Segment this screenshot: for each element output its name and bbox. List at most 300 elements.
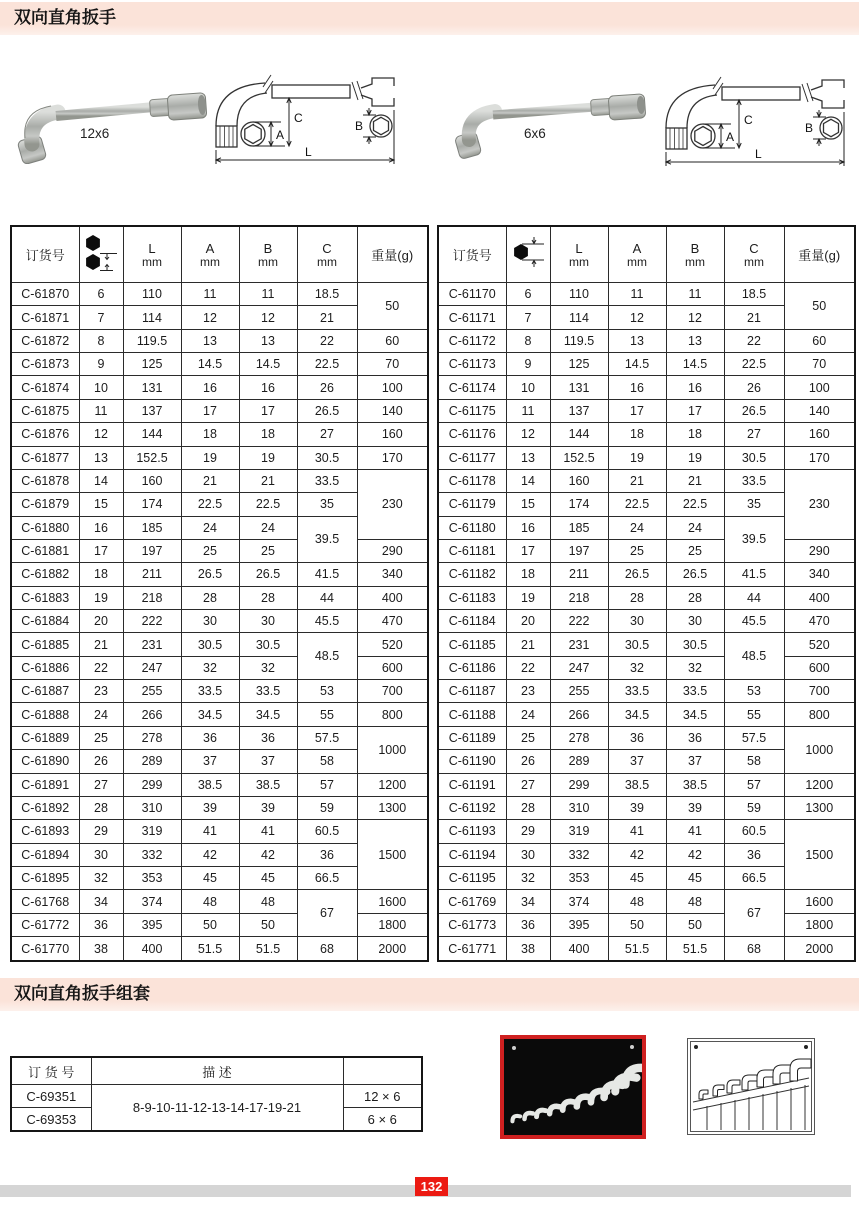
cell-L: 185 <box>550 516 608 539</box>
cell-B: 24 <box>239 516 297 539</box>
cell-hex-size: 26 <box>79 750 123 773</box>
cell-order-no: C-61768 <box>11 890 79 913</box>
table-row <box>438 329 855 352</box>
cell-C: 22.5 <box>297 353 357 376</box>
cell-B: 39 <box>239 796 297 819</box>
cell-order-no: C-61179 <box>438 493 506 516</box>
col-header-weight: 重量(g) <box>357 226 428 283</box>
cell-size: 12 × 6 <box>343 1085 422 1108</box>
cell-A: 38.5 <box>608 773 666 796</box>
cell-L: 119.5 <box>123 329 181 352</box>
cell-C: 48.5 <box>724 633 784 680</box>
cell-B: 39 <box>666 796 724 819</box>
cell-B: 12 <box>666 306 724 329</box>
cell-A: 14.5 <box>608 353 666 376</box>
cell-A: 17 <box>181 399 239 422</box>
cell-L: 400 <box>123 937 181 961</box>
cell-hex-size: 20 <box>79 610 123 633</box>
col-header-order: 订货号 <box>11 226 79 283</box>
cell-hex-size: 38 <box>506 937 550 961</box>
cell-order-no: C-61894 <box>11 843 79 866</box>
cell-order-no: C-61877 <box>11 446 79 469</box>
product-photo-6x6 <box>447 88 652 160</box>
cell-B: 33.5 <box>239 680 297 703</box>
cell-weight: 1000 <box>357 726 428 773</box>
cell-C: 45.5 <box>297 610 357 633</box>
cell-weight: 230 <box>357 469 428 539</box>
cell-order-no: C-61172 <box>438 329 506 352</box>
cell-L: 110 <box>550 283 608 306</box>
cell-order-no: C-61870 <box>11 283 79 306</box>
cell-C: 66.5 <box>297 866 357 889</box>
table-row <box>438 610 855 633</box>
cell-A: 51.5 <box>608 937 666 961</box>
cell-hex-size: 14 <box>79 469 123 492</box>
cell-L: 231 <box>550 633 608 656</box>
cell-A: 39 <box>608 796 666 819</box>
cell-L: 332 <box>550 843 608 866</box>
cell-C: 35 <box>297 493 357 516</box>
cell-hex-size: 8 <box>79 329 123 352</box>
page-title: 双向直角扳手 <box>14 8 116 27</box>
table-row <box>11 376 428 399</box>
cell-order-no: C-61883 <box>11 586 79 609</box>
cell-hex-size: 13 <box>79 446 123 469</box>
cell-C: 44 <box>724 586 784 609</box>
cell-order-no: C-61890 <box>11 750 79 773</box>
cell-order-no: C-61873 <box>11 353 79 376</box>
cell-order-no: C-61875 <box>11 399 79 422</box>
cell-order-no: C-61193 <box>438 820 506 843</box>
cell-B: 19 <box>239 446 297 469</box>
cell-L: 119.5 <box>550 329 608 352</box>
table-row <box>438 633 855 656</box>
cell-L: 374 <box>123 890 181 913</box>
cell-order-no: C-61192 <box>438 796 506 819</box>
cell-B: 21 <box>239 469 297 492</box>
cell-A: 33.5 <box>608 680 666 703</box>
cell-L: 185 <box>123 516 181 539</box>
cell-hex-size: 9 <box>506 353 550 376</box>
dim-label-c: C <box>294 111 303 125</box>
set-section-title: 双向直角扳手组套 <box>14 984 150 1003</box>
cell-hex-size: 27 <box>506 773 550 796</box>
cell-B: 34.5 <box>239 703 297 726</box>
cell-A: 48 <box>181 890 239 913</box>
cell-A: 21 <box>608 469 666 492</box>
cell-C: 44 <box>297 586 357 609</box>
cell-L: 299 <box>550 773 608 796</box>
cell-B: 36 <box>666 726 724 749</box>
cell-weight: 100 <box>357 376 428 399</box>
dim-label-c: C <box>744 113 753 127</box>
cell-B: 11 <box>239 283 297 306</box>
dimension-diagram-12x6 <box>213 70 398 172</box>
col-header-size <box>79 226 123 283</box>
cell-weight: 800 <box>357 703 428 726</box>
cell-B: 30 <box>666 610 724 633</box>
cell-A: 51.5 <box>181 937 239 961</box>
cell-order-no: C-61886 <box>11 656 79 679</box>
cell-C: 18.5 <box>724 283 784 306</box>
cell-C: 55 <box>724 703 784 726</box>
cell-C: 26.5 <box>297 399 357 422</box>
col-header-A: A mm <box>181 226 239 283</box>
product-label-12x6: 12x6 <box>80 126 110 141</box>
cell-hex-size: 6 <box>79 283 123 306</box>
cell-hex-size: 11 <box>506 399 550 422</box>
cell-L: 231 <box>123 633 181 656</box>
cell-C: 21 <box>724 306 784 329</box>
cell-code: C-69353 <box>11 1108 91 1132</box>
cell-L: 395 <box>123 913 181 936</box>
cell-A: 42 <box>181 843 239 866</box>
table-row <box>11 773 428 796</box>
cell-B: 24 <box>666 516 724 539</box>
cell-L: 125 <box>550 353 608 376</box>
cell-C: 60.5 <box>724 820 784 843</box>
cell-A: 11 <box>181 283 239 306</box>
cell-hex-size: 25 <box>79 726 123 749</box>
product-label-6x6: 6x6 <box>524 126 546 141</box>
cell-weight: 160 <box>357 423 428 446</box>
cell-order-no: C-61194 <box>438 843 506 866</box>
cell-hex-size: 38 <box>79 937 123 961</box>
cell-order-no: C-61882 <box>11 563 79 586</box>
cell-weight: 1300 <box>784 796 855 819</box>
cell-A: 24 <box>181 516 239 539</box>
cell-order-no: C-61182 <box>438 563 506 586</box>
cell-hex-size: 36 <box>506 913 550 936</box>
cell-hex-size: 32 <box>79 866 123 889</box>
cell-hex-size: 21 <box>506 633 550 656</box>
cell-hex-size: 23 <box>506 680 550 703</box>
cell-B: 22.5 <box>666 493 724 516</box>
cell-order-no: C-61876 <box>11 423 79 446</box>
table-row <box>11 937 428 961</box>
col-header-L: L mm <box>550 226 608 283</box>
cell-hex-size: 15 <box>506 493 550 516</box>
cell-order-no: C-61174 <box>438 376 506 399</box>
cell-A: 13 <box>608 329 666 352</box>
cell-A: 30.5 <box>608 633 666 656</box>
cell-L: 310 <box>123 796 181 819</box>
cell-order-no: C-61189 <box>438 726 506 749</box>
cell-weight: 470 <box>357 610 428 633</box>
cell-hex-size: 10 <box>506 376 550 399</box>
cell-C: 30.5 <box>297 446 357 469</box>
cell-hex-size: 26 <box>506 750 550 773</box>
cell-order-no: C-61872 <box>11 329 79 352</box>
cell-weight: 340 <box>357 563 428 586</box>
cell-weight: 50 <box>784 283 855 330</box>
cell-A: 26.5 <box>181 563 239 586</box>
cell-B: 48 <box>666 890 724 913</box>
cell-C: 33.5 <box>297 469 357 492</box>
cell-B: 11 <box>666 283 724 306</box>
table-row <box>11 446 428 469</box>
cell-hex-size: 24 <box>79 703 123 726</box>
cell-L: 160 <box>123 469 181 492</box>
cell-hex-size: 29 <box>79 820 123 843</box>
cell-C: 68 <box>724 937 784 961</box>
col-header-order: 订 货 号 <box>11 1057 91 1085</box>
cell-order-no: C-61184 <box>438 610 506 633</box>
cell-B: 25 <box>239 539 297 562</box>
cell-weight: 1300 <box>357 796 428 819</box>
cell-A: 38.5 <box>181 773 239 796</box>
col-header-size <box>343 1057 422 1085</box>
cell-C: 57.5 <box>724 726 784 749</box>
col-header-order: 订货号 <box>438 226 506 283</box>
cell-B: 37 <box>239 750 297 773</box>
cell-L: 247 <box>123 656 181 679</box>
cell-C: 59 <box>724 796 784 819</box>
cell-weight: 70 <box>357 353 428 376</box>
table-row <box>11 283 428 306</box>
cell-hex-size: 22 <box>506 656 550 679</box>
cell-order-no: C-61889 <box>11 726 79 749</box>
cell-C: 33.5 <box>724 469 784 492</box>
cell-hex-size: 7 <box>506 306 550 329</box>
cell-B: 12 <box>239 306 297 329</box>
cell-B: 38.5 <box>239 773 297 796</box>
cell-A: 12 <box>608 306 666 329</box>
table-row <box>11 680 428 703</box>
cell-A: 30.5 <box>181 633 239 656</box>
table-row <box>438 726 855 749</box>
table-row <box>438 376 855 399</box>
table-row <box>11 820 428 843</box>
cell-C: 26.5 <box>724 399 784 422</box>
cell-C: 53 <box>724 680 784 703</box>
table-row <box>438 796 855 819</box>
cell-L: 374 <box>550 890 608 913</box>
cell-size: 6 × 6 <box>343 1108 422 1132</box>
cell-weight: 60 <box>357 329 428 352</box>
table-row <box>438 446 855 469</box>
cell-order-no: C-61893 <box>11 820 79 843</box>
cell-B: 17 <box>239 399 297 422</box>
cell-weight: 1000 <box>784 726 855 773</box>
cell-weight: 520 <box>357 633 428 656</box>
cell-C: 39.5 <box>297 516 357 563</box>
cell-A: 25 <box>181 539 239 562</box>
table-row <box>11 633 428 656</box>
cell-weight: 1800 <box>784 913 855 936</box>
table-row <box>11 469 428 492</box>
cell-hex-size: 16 <box>506 516 550 539</box>
cell-A: 30 <box>608 610 666 633</box>
cell-B: 41 <box>239 820 297 843</box>
cell-L: 131 <box>123 376 181 399</box>
cell-C: 36 <box>724 843 784 866</box>
cell-L: 266 <box>123 703 181 726</box>
cell-B: 14.5 <box>239 353 297 376</box>
cell-A: 32 <box>608 656 666 679</box>
cell-L: 278 <box>123 726 181 749</box>
cell-weight: 100 <box>784 376 855 399</box>
set-line-drawing <box>687 1038 815 1135</box>
cell-order-no: C-61871 <box>11 306 79 329</box>
cell-weight: 290 <box>784 539 855 562</box>
cell-C: 22.5 <box>724 353 784 376</box>
cell-L: 255 <box>123 680 181 703</box>
cell-C: 36 <box>297 843 357 866</box>
cell-A: 34.5 <box>608 703 666 726</box>
cell-L: 310 <box>550 796 608 819</box>
cell-L: 174 <box>550 493 608 516</box>
cell-order-no: C-61176 <box>438 423 506 446</box>
cell-L: 144 <box>550 423 608 446</box>
cell-hex-size: 12 <box>79 423 123 446</box>
cell-A: 11 <box>608 283 666 306</box>
header-row <box>11 226 428 283</box>
cell-weight: 2000 <box>357 937 428 961</box>
table-row <box>438 283 855 306</box>
cell-B: 26.5 <box>666 563 724 586</box>
cell-A: 41 <box>608 820 666 843</box>
cell-order-no: C-61190 <box>438 750 506 773</box>
cell-order-no: C-61180 <box>438 516 506 539</box>
cell-L: 160 <box>550 469 608 492</box>
cell-order-no: C-61181 <box>438 539 506 562</box>
table-row <box>438 656 855 679</box>
cell-A: 45 <box>608 866 666 889</box>
cell-order-no: C-61173 <box>438 353 506 376</box>
cell-hex-size: 19 <box>79 586 123 609</box>
cell-B: 37 <box>666 750 724 773</box>
cell-A: 18 <box>608 423 666 446</box>
cell-A: 34.5 <box>181 703 239 726</box>
cell-A: 22.5 <box>608 493 666 516</box>
cell-order-no: C-61878 <box>11 469 79 492</box>
cell-B: 18 <box>239 423 297 446</box>
cell-weight: 70 <box>784 353 855 376</box>
cell-weight: 600 <box>357 656 428 679</box>
table-row <box>11 890 428 913</box>
cell-hex-size: 12 <box>506 423 550 446</box>
cell-C: 58 <box>297 750 357 773</box>
cell-A: 14.5 <box>181 353 239 376</box>
cell-B: 13 <box>239 329 297 352</box>
cell-order-no: C-61884 <box>11 610 79 633</box>
col-header-C: C mm <box>724 226 784 283</box>
cell-B: 45 <box>666 866 724 889</box>
col-header-C: C mm <box>297 226 357 283</box>
cell-B: 14.5 <box>666 353 724 376</box>
cell-order-no: C-61773 <box>438 913 506 936</box>
cell-L: 131 <box>550 376 608 399</box>
cell-C: 27 <box>724 423 784 446</box>
cell-weight: 1500 <box>784 820 855 890</box>
col-header-weight: 重量(g) <box>784 226 855 283</box>
cell-weight: 700 <box>784 680 855 703</box>
table-row <box>438 353 855 376</box>
cell-A: 36 <box>181 726 239 749</box>
table-row <box>438 773 855 796</box>
cell-order-no: C-61880 <box>11 516 79 539</box>
cell-weight: 1200 <box>784 773 855 796</box>
table-row <box>11 353 428 376</box>
cell-order-no: C-61887 <box>11 680 79 703</box>
cell-hex-size: 18 <box>79 563 123 586</box>
table-row <box>438 423 855 446</box>
cell-code: C-69351 <box>11 1085 91 1108</box>
cell-order-no: C-61770 <box>11 937 79 961</box>
cell-weight: 2000 <box>784 937 855 961</box>
table-row <box>438 703 855 726</box>
table-row <box>11 610 428 633</box>
cell-A: 17 <box>608 399 666 422</box>
cell-C: 58 <box>724 750 784 773</box>
cell-B: 42 <box>239 843 297 866</box>
cell-weight: 140 <box>357 399 428 422</box>
cell-B: 51.5 <box>666 937 724 961</box>
cell-L: 197 <box>123 539 181 562</box>
table-row <box>11 656 428 679</box>
cell-weight: 1600 <box>357 890 428 913</box>
cell-hex-size: 6 <box>506 283 550 306</box>
cell-C: 55 <box>297 703 357 726</box>
cell-order-no: C-61885 <box>11 633 79 656</box>
cell-L: 353 <box>123 866 181 889</box>
cell-order-no: C-61178 <box>438 469 506 492</box>
cell-description: 8-9-10-11-12-13-14-17-19-21 <box>91 1085 343 1132</box>
cell-A: 37 <box>181 750 239 773</box>
cell-C: 26 <box>724 376 784 399</box>
table-row <box>11 563 428 586</box>
cell-B: 26.5 <box>239 563 297 586</box>
cell-hex-size: 30 <box>79 843 123 866</box>
cell-A: 16 <box>181 376 239 399</box>
cell-A: 19 <box>608 446 666 469</box>
cell-weight: 170 <box>784 446 855 469</box>
spec-table-6x6 <box>437 225 856 962</box>
table-row <box>11 399 428 422</box>
cell-A: 45 <box>181 866 239 889</box>
cell-A: 16 <box>608 376 666 399</box>
table-row <box>438 937 855 961</box>
cell-hex-size: 14 <box>506 469 550 492</box>
dimension-diagram-6x6 <box>663 72 848 174</box>
cell-L: 395 <box>550 913 608 936</box>
cell-C: 67 <box>724 890 784 937</box>
cell-hex-size: 27 <box>79 773 123 796</box>
cell-B: 28 <box>666 586 724 609</box>
cell-hex-size: 28 <box>79 796 123 819</box>
cell-C: 41.5 <box>297 563 357 586</box>
cell-L: 137 <box>123 399 181 422</box>
cell-B: 33.5 <box>666 680 724 703</box>
table-row <box>11 539 428 562</box>
cell-A: 32 <box>181 656 239 679</box>
cell-L: 222 <box>550 610 608 633</box>
cell-C: 45.5 <box>724 610 784 633</box>
table-row <box>11 703 428 726</box>
cell-A: 41 <box>181 820 239 843</box>
cell-B: 32 <box>666 656 724 679</box>
table-row <box>438 563 855 586</box>
table-row <box>438 820 855 843</box>
cell-A: 30 <box>181 610 239 633</box>
cell-weight: 170 <box>357 446 428 469</box>
cell-weight: 1200 <box>357 773 428 796</box>
cell-weight: 700 <box>357 680 428 703</box>
cell-L: 278 <box>550 726 608 749</box>
cell-hex-size: 7 <box>79 306 123 329</box>
table-row <box>438 586 855 609</box>
